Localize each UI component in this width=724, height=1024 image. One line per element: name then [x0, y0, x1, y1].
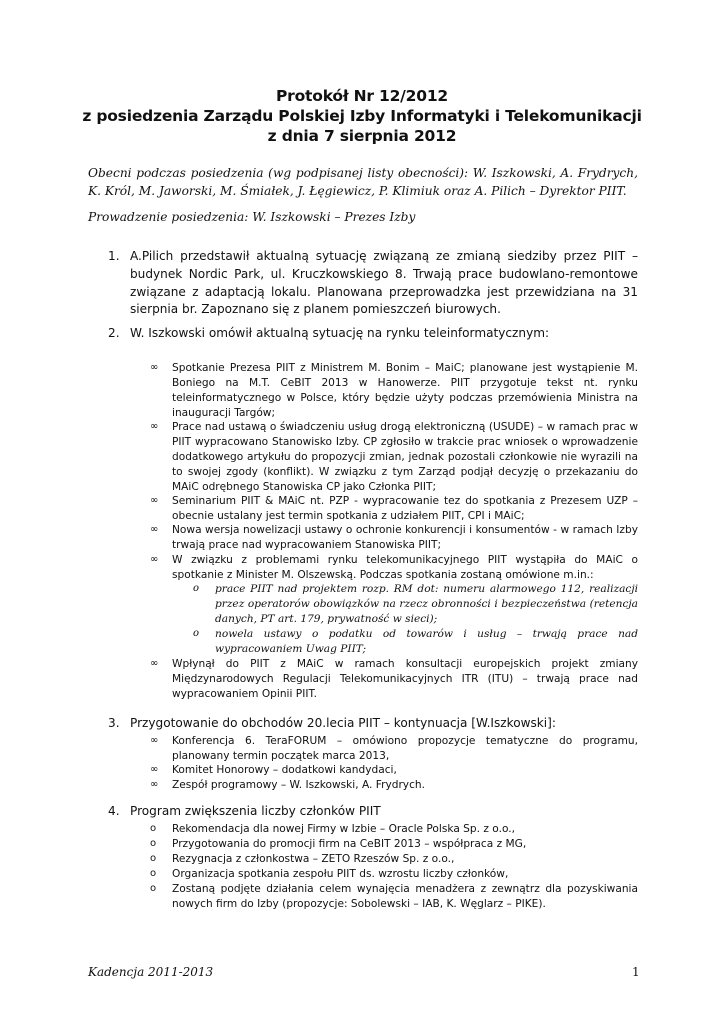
list-item: o Organizacja spotkania zespołu PIIT ds. wzrostu liczby członków, — [150, 868, 509, 880]
list-item: ∞ Zespół programowy – W. Iszkowski, A. Frydrych. — [150, 779, 425, 791]
list-item: ∞ Seminarium PIIT & MAiC nt. PZP - wypracowanie tez do spotkania z Prezesem UZP – obecnie ustalany jest termin spotkania z udziałem PIIT, CPI i MAiC; — [150, 495, 638, 522]
attendance-paragraph: Obecni podczas posiedzenia (wg podpisanej listy obecności): W. Iszkowski, A. Frydrych, K. Król, M. Jaworski, M. Śmiałek, J. Łęgiewicz, P. Klimiuk oraz A. Pilich – Dyrektor PIIT. — [88, 166, 638, 198]
infinity-bullet-icon: ∞ — [150, 658, 159, 669]
page-number: 1 — [632, 965, 640, 979]
agenda-item-1 — [108, 248, 638, 319]
list-item: ∞ Nowa wersja nowelizacji ustawy o ochronie konkurencji i konsumentów - w ramach Izby trwają prace nad wypracowaniem Stanowiska PIIT; — [150, 524, 638, 551]
item-text: W. Iszkowski omówił aktualną sytuację na rynku teleinformatycznym: — [130, 326, 550, 340]
circle-bullet-icon: o — [193, 583, 200, 594]
infinity-bullet-icon: ∞ — [150, 554, 159, 565]
list-item: o Rezygnacja z członkostwa – ZETO Rzeszów Sp. z o.o., — [150, 853, 455, 865]
list-item: ∞ Wpłynął do PIIT z MAiC w ramach konsultacji europejskich projekt zmiany Międzynarodowych Regulacji Telekomunikacyjnych ITR (ITU) – trwają prace nad wypracowaniem Opinii PIIT. — [150, 658, 638, 700]
item-number: 4. — [108, 804, 120, 818]
infinity-bullet-icon: ∞ — [150, 764, 159, 775]
document-title: Protokół Nr 12/2012 — [276, 87, 448, 105]
item-text: A.Pilich przedstawił aktualną sytuację związaną ze zmianą siedziby przez PIIT – budynek Nordic Park, ul. Kruczkowskiego 8. Trwają prace budowlano-remontowe związane z adaptacją lokalu. Planowana przeprowadzka jest przewidziana na 31 sierpnia br. Zapoznano się z planem pomieszczeń biurowych. — [130, 249, 638, 317]
item-number: 1. — [108, 249, 120, 263]
list-item: ∞ W związku z problemami rynku telekomunikacyjnego PIIT wystąpiła do MAiC o spotkanie z Minister M. Olszewską. Podczas spotkania zostaną omówione m.in.: — [150, 554, 638, 581]
infinity-bullet-icon: ∞ — [150, 735, 159, 746]
footer-term: Kadencja 2011-2013 — [88, 965, 214, 979]
list-item: ∞ Spotkanie Prezesa PIIT z Ministrem M. Bonim – MaiC; planowane jest wystąpienie M. Boniego na M.T. CeBIT 2013 w Hanowerze. PIIT przygotuje tekst nt. rynku teleinformatycznego w Polsce, który będzie użyty podczas przemówienia Ministra na inauguracji Targów; — [150, 362, 638, 419]
infinity-bullet-icon: ∞ — [150, 362, 159, 373]
infinity-bullet-icon: ∞ — [150, 524, 159, 535]
list-item: o Zostaną podjęte działania celem wynajęcia menadżera z zewnątrz dla pozyskiwania nowych firm do Izby (propozycje: Sobolewski – IAB, K. Węglarz – PIKE). — [150, 883, 638, 910]
document-subtitle: z posiedzenia Zarządu Polskiej Izby Informatyki i Telekomunikacji — [82, 107, 642, 125]
infinity-bullet-icon: ∞ — [150, 495, 159, 506]
list-item: o prace PIIT nad projektem rozp. RM dot: numeru alarmowego 112, realizacji przez operatorów obowiązków na rzecz obronności i bezpieczeństwa (retencja danych, PT art. 179, prywatność w sieci); — [193, 583, 638, 625]
agenda-item-2 — [108, 325, 638, 343]
circle-bullet-icon: o — [150, 823, 157, 834]
item-text: Przygotowanie do obchodów 20.lecia PIIT – kontynuacja [W.Iszkowski]: — [130, 716, 556, 730]
document-date: z dnia 7 sierpnia 2012 — [267, 127, 457, 145]
list-item: ∞ Komitet Honorowy – dodatkowi kandydaci, — [150, 764, 397, 776]
list-item: ∞ Prace nad ustawą o świadczeniu usług drogą elektroniczną (USUDE) – w ramach prac w PIIT wypracowano Stanowisko Izby. CP zgłosiło w trakcie prac wniosek o wprowadzenie dodatkowego artykułu do propozycji zmian, jednak pozostali członkowie nie wyrazili na to swojej zgody (konflikt). W związku z tym Zarząd podjął decyzję o przekazaniu do MAiC odrębnego Stanowiska CP jako Członka PIIT; — [150, 421, 638, 493]
item-number: 2. — [108, 326, 120, 340]
circle-bullet-icon: o — [150, 868, 157, 879]
circle-bullet-icon: o — [150, 883, 157, 894]
circle-bullet-icon: o — [193, 628, 200, 639]
infinity-bullet-icon: ∞ — [150, 421, 159, 432]
list-item: ∞ Konferencja 6. TeraFORUM – omówiono propozycje tematyczne do programu, planowany termin początek marca 2013, — [150, 735, 638, 762]
infinity-bullet-icon: ∞ — [150, 779, 159, 790]
agenda-item-3 — [108, 715, 638, 733]
list-item: o Przygotowania do promocji firm na CeBIT 2013 – współpraca z MG, — [150, 838, 527, 850]
circle-bullet-icon: o — [150, 853, 157, 864]
chair-paragraph: Prowadzenie posiedzenia: W. Iszkowski – Prezes Izby — [88, 210, 416, 224]
list-item: o Rekomendacja dla nowej Firmy w Izbie – Oracle Polska Sp. z o.o., — [150, 823, 515, 835]
list-item: o nowela ustawy o podatku od towarów i usług – trwają prace nad wypracowaniem Uwag PIIT; — [193, 628, 638, 655]
agenda-item-4 — [108, 803, 638, 821]
circle-bullet-icon: o — [150, 838, 157, 849]
item-number: 3. — [108, 716, 120, 730]
item-text: Program zwiększenia liczby członków PIIT — [130, 804, 381, 818]
